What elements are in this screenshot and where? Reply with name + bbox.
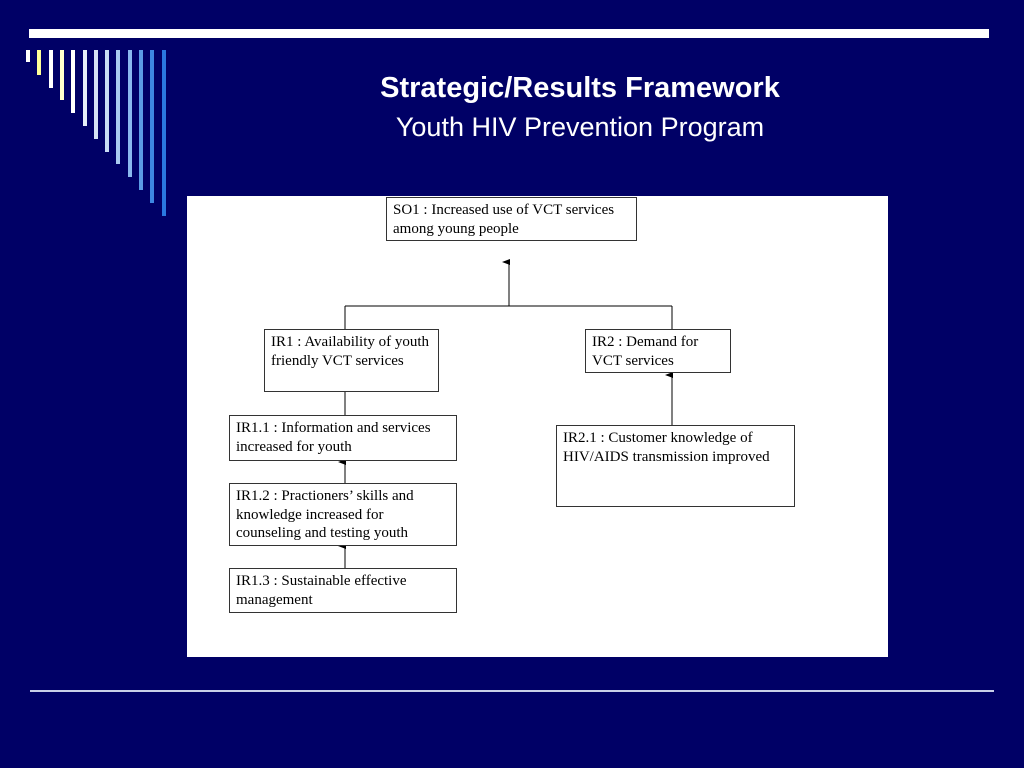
decorative-stripe xyxy=(105,50,109,152)
decorative-stripe xyxy=(71,50,75,113)
decorative-stripe xyxy=(150,50,154,203)
ir1-1-box: IR1.1 : Information and services increased for youth xyxy=(229,415,457,461)
decorative-stripe xyxy=(83,50,87,126)
decorative-stripe xyxy=(128,50,132,177)
ir2-1-box: IR2.1 : Customer knowledge of HIV/AIDS transmission improved xyxy=(556,425,795,507)
ir1-3-box: IR1.3 : Sustainable effective management xyxy=(229,568,457,613)
decorative-stripe xyxy=(116,50,120,164)
decorative-stripe xyxy=(94,50,98,139)
decorative-stripe xyxy=(139,50,143,190)
slide-subtitle: Youth HIV Prevention Program xyxy=(395,112,765,142)
decorative-stripe xyxy=(60,50,64,100)
ir2-box: IR2 : Demand for VCT services xyxy=(585,329,731,373)
top-rule xyxy=(29,29,989,38)
ir1-box: IR1 : Availability of youth friendly VCT services xyxy=(264,329,439,392)
decorative-stripe xyxy=(37,50,41,75)
ir1-2-box: IR1.2 : Practioners’ skills and knowledge increased for counseling and testing youth xyxy=(229,483,457,546)
decorative-stripe xyxy=(162,50,166,216)
so1-box: SO1 : Increased use of VCT services among young people xyxy=(386,197,637,241)
decorative-stripe xyxy=(49,50,53,88)
slide-title: Strategic/Results Framework xyxy=(380,72,780,104)
results-framework-diagram xyxy=(187,196,888,657)
bottom-rule xyxy=(30,690,994,692)
decorative-stripe xyxy=(26,50,30,62)
